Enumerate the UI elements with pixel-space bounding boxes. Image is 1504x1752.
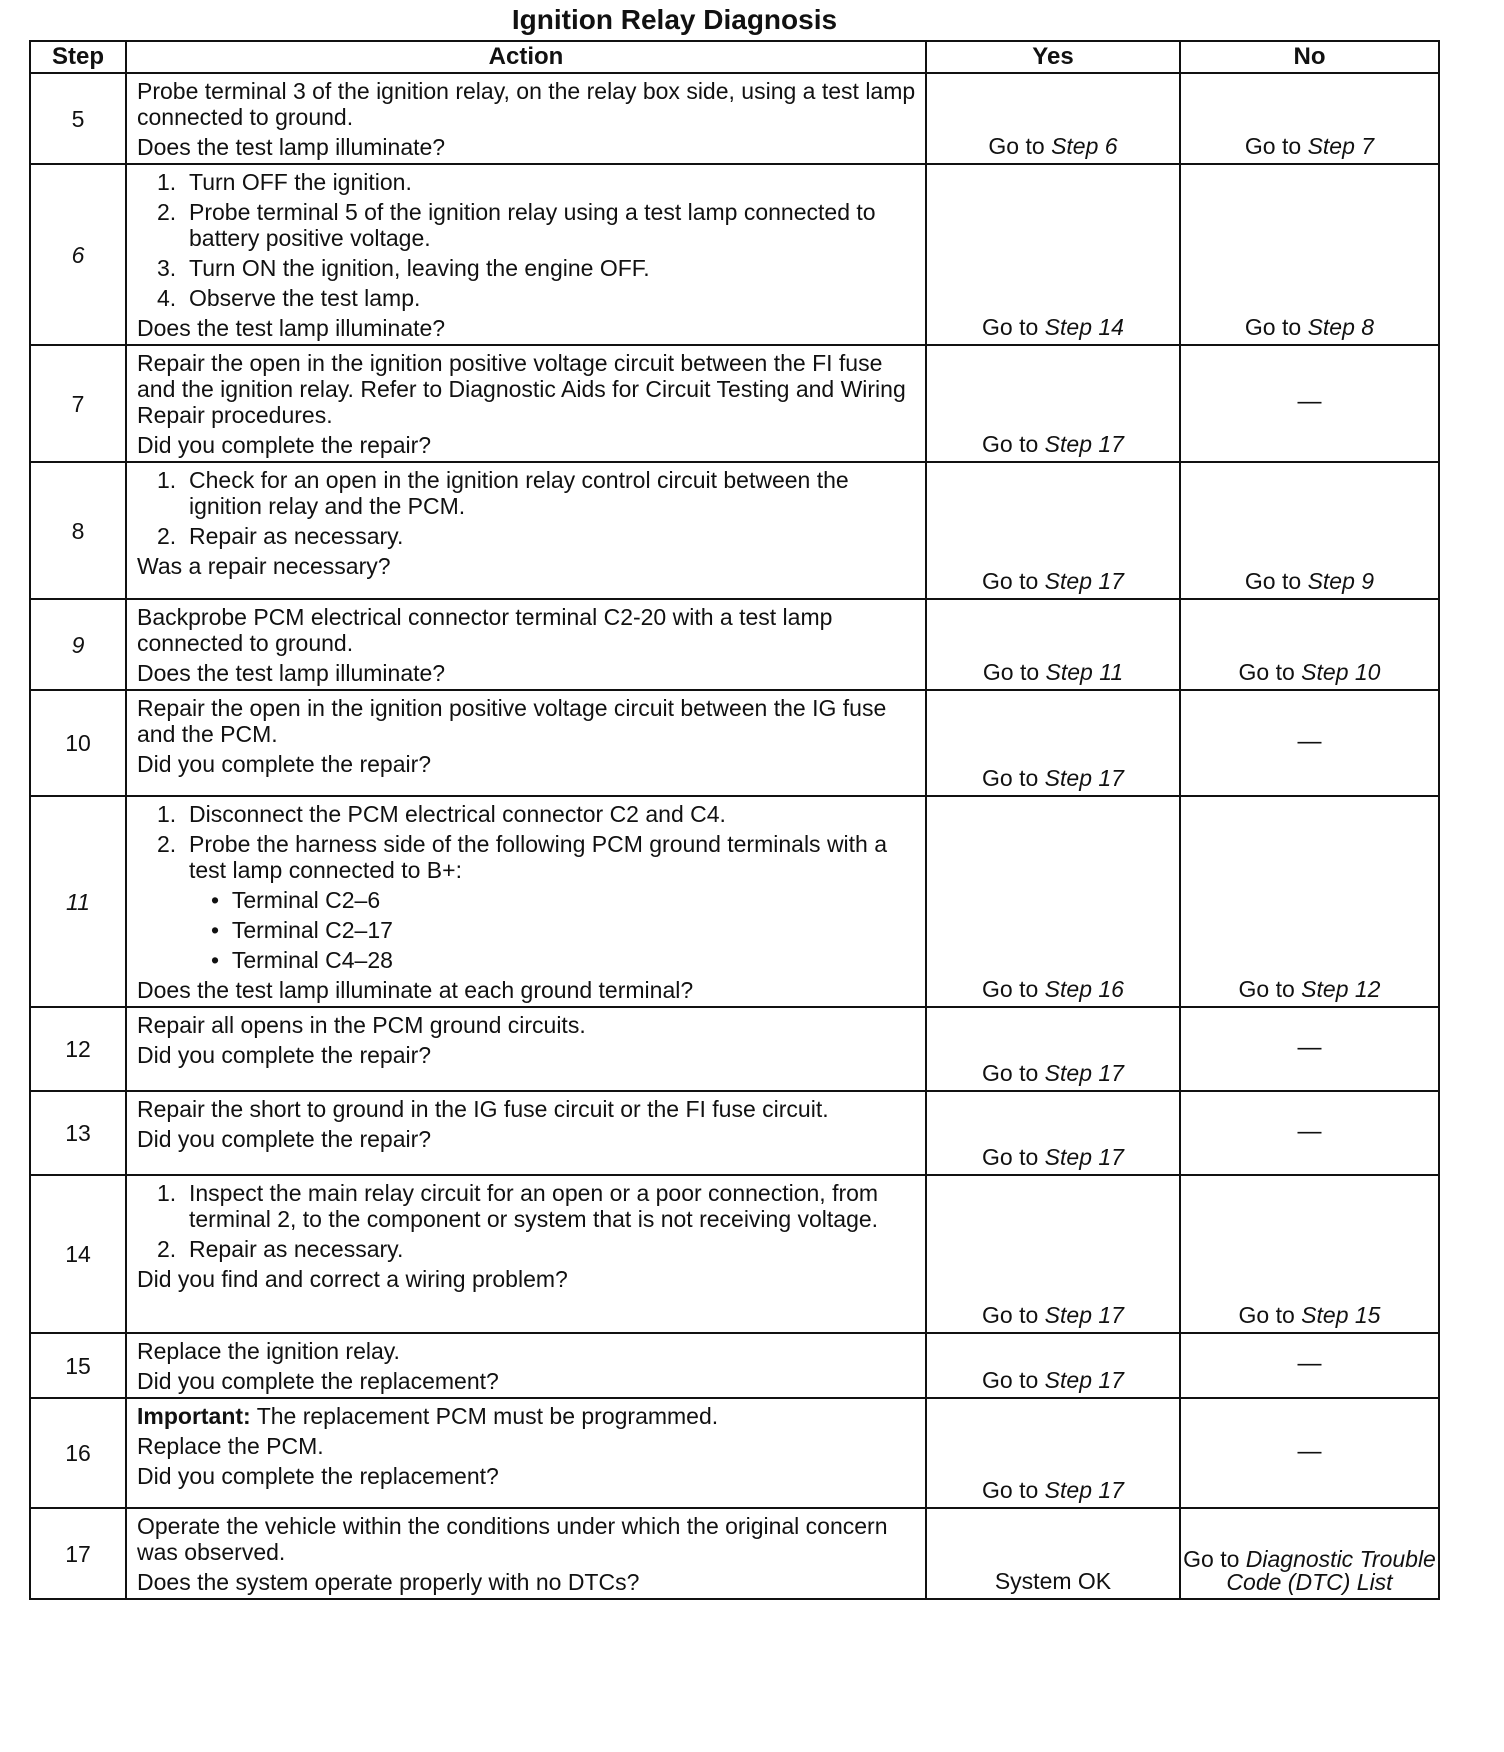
no-cell bbox=[1180, 1007, 1439, 1091]
table-row bbox=[30, 345, 1439, 462]
no-goto bbox=[1239, 1302, 1381, 1328]
no-goto bbox=[1245, 133, 1374, 159]
action-content bbox=[137, 1338, 919, 1394]
no-cell bbox=[1180, 1175, 1439, 1333]
item-text: Probe terminal 5 of the ignition relay using a test lamp connected to battery positive voltage. bbox=[189, 199, 876, 251]
action-content bbox=[137, 1513, 919, 1595]
instruction-text: Backprobe PCM electrical connector terminal C2-20 with a test lamp connected to ground. bbox=[137, 604, 833, 656]
yes-cell bbox=[926, 1007, 1180, 1091]
action-cell bbox=[126, 599, 926, 690]
table-row bbox=[30, 1007, 1439, 1091]
item-number: 1. bbox=[157, 467, 177, 493]
step-number: 7 bbox=[30, 345, 126, 462]
step-number: 8 bbox=[30, 462, 126, 599]
action-cell bbox=[126, 1091, 926, 1175]
question-text: Does the test lamp illuminate? bbox=[137, 315, 446, 341]
action-content bbox=[137, 1012, 919, 1068]
step-number: 13 bbox=[30, 1091, 126, 1175]
action-cell bbox=[126, 164, 926, 345]
numbered-item bbox=[137, 285, 919, 311]
no-cell bbox=[1180, 1091, 1439, 1175]
numbered-item bbox=[137, 1180, 919, 1232]
action-content bbox=[137, 169, 919, 341]
item-number: 2. bbox=[157, 1236, 177, 1262]
action-content bbox=[137, 604, 919, 686]
step-number: 16 bbox=[30, 1398, 126, 1508]
item-number: 1. bbox=[157, 169, 177, 195]
table-row bbox=[30, 1333, 1439, 1398]
no-goto-prefix: Go to bbox=[1183, 1546, 1240, 1572]
instruction-text: Replace the ignition relay. bbox=[137, 1338, 400, 1364]
item-number: 2. bbox=[157, 199, 177, 225]
yes-goto-prefix: Go to bbox=[982, 1144, 1039, 1170]
yes-goto bbox=[982, 1302, 1124, 1328]
item-number: 2. bbox=[157, 523, 177, 549]
question-text: Did you complete the repair? bbox=[137, 751, 432, 777]
yes-cell bbox=[926, 164, 1180, 345]
no-cell bbox=[1180, 164, 1439, 345]
yes-cell bbox=[926, 462, 1180, 599]
header-step: Step bbox=[30, 41, 126, 73]
no-goto-step: Step 8 bbox=[1307, 314, 1375, 340]
yes-goto bbox=[982, 1144, 1124, 1170]
yes-goto-step: Step 17 bbox=[1044, 1144, 1124, 1170]
no-goto-target: Diagnostic Trouble Code (DTC) List bbox=[1226, 1546, 1436, 1595]
numbered-item bbox=[137, 1236, 919, 1262]
numbered-item bbox=[137, 169, 919, 195]
no-goto-step: Step 9 bbox=[1307, 568, 1375, 594]
yes-cell bbox=[926, 1091, 1180, 1175]
numbered-item bbox=[137, 199, 919, 251]
yes-goto bbox=[982, 1477, 1124, 1503]
bullet-icon: • bbox=[211, 917, 232, 943]
header-action: Action bbox=[126, 41, 926, 73]
action-instructions bbox=[137, 1012, 919, 1042]
action-cell bbox=[126, 1333, 926, 1398]
yes-goto-step: Step 6 bbox=[1051, 133, 1118, 159]
yes-goto-step: Step 17 bbox=[1044, 1060, 1124, 1086]
yes-goto-prefix: Go to bbox=[982, 568, 1039, 594]
no-goto bbox=[1245, 314, 1374, 340]
item-text: Probe the harness side of the following PCM ground terminals with a test lamp connected to B+: bbox=[189, 831, 888, 883]
action-instructions bbox=[137, 1403, 919, 1463]
action-instructions bbox=[137, 695, 919, 751]
item-text: Repair as necessary. bbox=[189, 1236, 404, 1262]
no-goto-prefix: Go to bbox=[1244, 568, 1302, 594]
step-number: 11 bbox=[30, 796, 126, 1007]
action-cell bbox=[126, 1508, 926, 1599]
no-goto-prefix: Go to bbox=[1238, 1302, 1295, 1328]
no-dash: — bbox=[1297, 388, 1322, 415]
item-number: 1. bbox=[157, 801, 177, 827]
question-text: Did you complete the repair? bbox=[137, 1126, 432, 1152]
action-cell bbox=[126, 73, 926, 164]
yes-goto-step: Step 17 bbox=[1044, 1367, 1124, 1393]
no-goto-step: Step 12 bbox=[1301, 976, 1381, 1002]
action-content bbox=[137, 1403, 919, 1489]
yes-goto-step: Step 17 bbox=[1044, 568, 1124, 594]
item-number: 1. bbox=[157, 1180, 177, 1206]
yes-goto-prefix: Go to bbox=[982, 1477, 1039, 1503]
action-instructions bbox=[137, 350, 919, 432]
no-cell bbox=[1180, 599, 1439, 690]
table-row bbox=[30, 1091, 1439, 1175]
yes-goto bbox=[982, 1367, 1124, 1393]
yes-goto-prefix: Go to bbox=[982, 659, 1040, 685]
question-text: Did you complete the repair? bbox=[137, 1042, 432, 1068]
yes-goto-prefix: Go to bbox=[982, 765, 1039, 791]
no-dash: — bbox=[1297, 1437, 1322, 1465]
yes-goto-step: Step 17 bbox=[1044, 431, 1124, 457]
action-instructions bbox=[137, 1513, 919, 1569]
step-number: 14 bbox=[30, 1175, 126, 1333]
numbered-item bbox=[137, 523, 919, 549]
table-row bbox=[30, 599, 1439, 690]
yes-goto bbox=[983, 659, 1123, 685]
table-row bbox=[30, 1508, 1439, 1599]
action-content bbox=[137, 695, 919, 777]
instruction-text: Probe terminal 3 of the ignition relay, on the relay box side, using a test lamp connected to ground. bbox=[137, 78, 916, 130]
no-goto bbox=[1239, 659, 1381, 685]
bullet-text: Terminal C2–17 bbox=[231, 917, 393, 943]
instruction-text: Repair the open in the ignition positive voltage circuit between the FI fuse and the ignition relay. Refer to Diagnostic Aids for Circuit Testing and Wiring Repair procedures. bbox=[137, 350, 906, 428]
question-text: Did you complete the repair? bbox=[137, 432, 432, 458]
yes-goto-prefix: Go to bbox=[982, 431, 1039, 457]
table-body bbox=[30, 73, 1439, 1599]
action-cell bbox=[126, 1175, 926, 1333]
header-no: No bbox=[1180, 41, 1439, 73]
yes-goto-prefix: Go to bbox=[982, 314, 1039, 340]
no-cell bbox=[1180, 690, 1439, 796]
yes-goto-prefix: Go to bbox=[982, 1367, 1039, 1393]
no-dash: — bbox=[1297, 1350, 1322, 1377]
numbered-item bbox=[137, 255, 919, 281]
yes-cell bbox=[926, 1175, 1180, 1333]
no-goto-prefix: Go to bbox=[1244, 133, 1302, 159]
no-goto-prefix: Go to bbox=[1238, 659, 1295, 685]
item-text: Observe the test lamp. bbox=[189, 285, 421, 311]
item-text: Check for an open in the ignition relay control circuit between the ignition relay and the PCM. bbox=[189, 467, 849, 519]
bullet-text: Terminal C4–28 bbox=[231, 947, 393, 973]
no-goto-prefix: Go to bbox=[1238, 976, 1295, 1002]
action-content bbox=[137, 350, 919, 458]
action-instructions bbox=[137, 1338, 919, 1368]
yes-goto-step: Step 14 bbox=[1044, 314, 1124, 340]
action-cell bbox=[126, 690, 926, 796]
yes-cell bbox=[926, 1333, 1180, 1398]
instruction-text: Repair the short to ground in the IG fuse circuit or the FI fuse circuit. bbox=[137, 1096, 829, 1122]
no-goto-step: Step 15 bbox=[1301, 1302, 1381, 1328]
no-goto bbox=[1245, 568, 1374, 594]
yes-goto bbox=[982, 1060, 1124, 1086]
action-cell bbox=[126, 345, 926, 462]
action-content bbox=[137, 78, 919, 160]
important-label: Important: bbox=[137, 1403, 251, 1429]
bullet-icon: • bbox=[211, 887, 232, 913]
table-row bbox=[30, 796, 1439, 1007]
action-instructions bbox=[137, 1096, 919, 1126]
step-number: 10 bbox=[30, 690, 126, 796]
action-content bbox=[137, 467, 919, 579]
no-dash: — bbox=[1297, 727, 1322, 755]
bullet-item bbox=[137, 917, 919, 943]
yes-goto-step: Step 16 bbox=[1044, 976, 1124, 1002]
important-note bbox=[137, 1403, 919, 1429]
item-number: 2. bbox=[157, 831, 177, 857]
action-content bbox=[137, 1180, 919, 1292]
bullet-text: Terminal C2–6 bbox=[231, 887, 381, 913]
no-cell bbox=[1180, 73, 1439, 164]
instruction-text: Repair the open in the ignition positive voltage circuit between the IG fuse and the PCM. bbox=[137, 695, 887, 747]
table-row bbox=[30, 690, 1439, 796]
item-number: 4. bbox=[157, 285, 177, 311]
no-cell bbox=[1180, 345, 1439, 462]
step-number: 9 bbox=[30, 599, 126, 690]
table-row bbox=[30, 1398, 1439, 1508]
question-text: Does the system operate properly with no DTCs? bbox=[137, 1569, 640, 1595]
action-instructions bbox=[137, 604, 919, 660]
item-text: Turn ON the ignition, leaving the engine OFF. bbox=[189, 255, 650, 281]
bullet-icon: • bbox=[211, 947, 232, 973]
header-row bbox=[30, 41, 1439, 73]
yes-goto-prefix: Go to bbox=[988, 133, 1045, 159]
yes-goto bbox=[982, 568, 1124, 594]
item-text: Inspect the main relay circuit for an open or a poor connection, from terminal 2, to the component or system that is not receiving voltage. bbox=[189, 1180, 879, 1232]
action-content bbox=[137, 1096, 919, 1152]
action-cell bbox=[126, 1398, 926, 1508]
table-row bbox=[30, 462, 1439, 599]
yes-goto-prefix: Go to bbox=[982, 1060, 1039, 1086]
header-yes: Yes bbox=[926, 41, 1180, 73]
no-cell bbox=[1180, 1398, 1439, 1508]
action-content bbox=[137, 801, 919, 1003]
yes-goto bbox=[982, 765, 1124, 791]
question-text: Did you find and correct a wiring problem? bbox=[137, 1266, 568, 1292]
table-row bbox=[30, 73, 1439, 164]
question-text: Was a repair necessary? bbox=[137, 553, 391, 579]
yes-goto-prefix: Go to bbox=[982, 1302, 1039, 1328]
instruction-text: Replace the PCM. bbox=[137, 1433, 324, 1459]
no-goto bbox=[1239, 976, 1381, 1002]
diagnosis-table bbox=[29, 40, 1440, 1600]
no-cell bbox=[1180, 1508, 1439, 1599]
action-instructions bbox=[137, 78, 919, 134]
yes-cell bbox=[926, 690, 1180, 796]
instruction-text: Repair all opens in the PCM ground circuits. bbox=[137, 1012, 586, 1038]
yes-cell bbox=[926, 599, 1180, 690]
yes-cell bbox=[926, 1398, 1180, 1508]
yes-goto-prefix: Go to bbox=[982, 976, 1039, 1002]
no-goto-prefix: Go to bbox=[1244, 314, 1302, 340]
important-text: The replacement PCM must be programmed. bbox=[250, 1403, 719, 1429]
instruction-text: Operate the vehicle within the conditions under which the original concern was observed. bbox=[137, 1513, 888, 1565]
yes-cell bbox=[926, 1508, 1180, 1599]
no-dash: — bbox=[1297, 1117, 1322, 1145]
no-goto bbox=[1181, 1548, 1438, 1594]
yes-cell bbox=[926, 796, 1180, 1007]
question-text: Does the test lamp illuminate? bbox=[137, 660, 446, 686]
action-cell bbox=[126, 462, 926, 599]
no-cell bbox=[1180, 796, 1439, 1007]
action-instructions bbox=[137, 467, 919, 553]
yes-goto-step: Step 11 bbox=[1045, 659, 1124, 685]
table-row bbox=[30, 164, 1439, 345]
no-cell bbox=[1180, 462, 1439, 599]
yes-cell bbox=[926, 345, 1180, 462]
question-text: Does the test lamp illuminate? bbox=[137, 134, 446, 160]
yes-goto bbox=[982, 431, 1124, 457]
step-number: 17 bbox=[30, 1508, 126, 1599]
yes-goto-step: Step 17 bbox=[1044, 1302, 1124, 1328]
item-text: Repair as necessary. bbox=[189, 523, 404, 549]
item-text: Turn OFF the ignition. bbox=[189, 169, 412, 195]
bullet-item bbox=[137, 947, 919, 973]
yes-goto-step: Step 17 bbox=[1044, 765, 1124, 791]
step-number: 15 bbox=[30, 1333, 126, 1398]
item-text: Disconnect the PCM electrical connector C2 and C4. bbox=[189, 801, 726, 827]
yes-goto bbox=[988, 133, 1117, 159]
numbered-item bbox=[137, 801, 919, 827]
no-goto-step: Step 7 bbox=[1307, 133, 1375, 159]
yes-result: System OK bbox=[994, 1568, 1112, 1594]
no-dash: — bbox=[1297, 1033, 1322, 1061]
no-goto-step: Step 10 bbox=[1301, 659, 1381, 685]
numbered-item bbox=[137, 467, 919, 519]
yes-goto-step: Step 17 bbox=[1044, 1477, 1124, 1503]
bullet-item bbox=[137, 887, 919, 913]
numbered-item bbox=[137, 831, 919, 883]
step-number: 6 bbox=[30, 164, 126, 345]
action-instructions bbox=[137, 169, 919, 315]
yes-goto bbox=[982, 976, 1124, 1002]
yes-cell bbox=[926, 73, 1180, 164]
item-number: 3. bbox=[157, 255, 177, 281]
no-cell bbox=[1180, 1333, 1439, 1398]
table-title: Ignition Relay Diagnosis bbox=[511, 4, 838, 35]
question-text: Does the test lamp illuminate at each ground terminal? bbox=[137, 977, 694, 1003]
action-instructions bbox=[137, 801, 919, 977]
action-cell bbox=[126, 1007, 926, 1091]
question-text: Did you complete the replacement? bbox=[137, 1463, 499, 1489]
action-instructions bbox=[137, 1180, 919, 1266]
action-cell bbox=[126, 796, 926, 1007]
yes-goto bbox=[982, 314, 1124, 340]
question-text: Did you complete the replacement? bbox=[137, 1368, 499, 1394]
step-number: 12 bbox=[30, 1007, 126, 1091]
step-number: 5 bbox=[30, 73, 126, 164]
table-row bbox=[30, 1175, 1439, 1333]
